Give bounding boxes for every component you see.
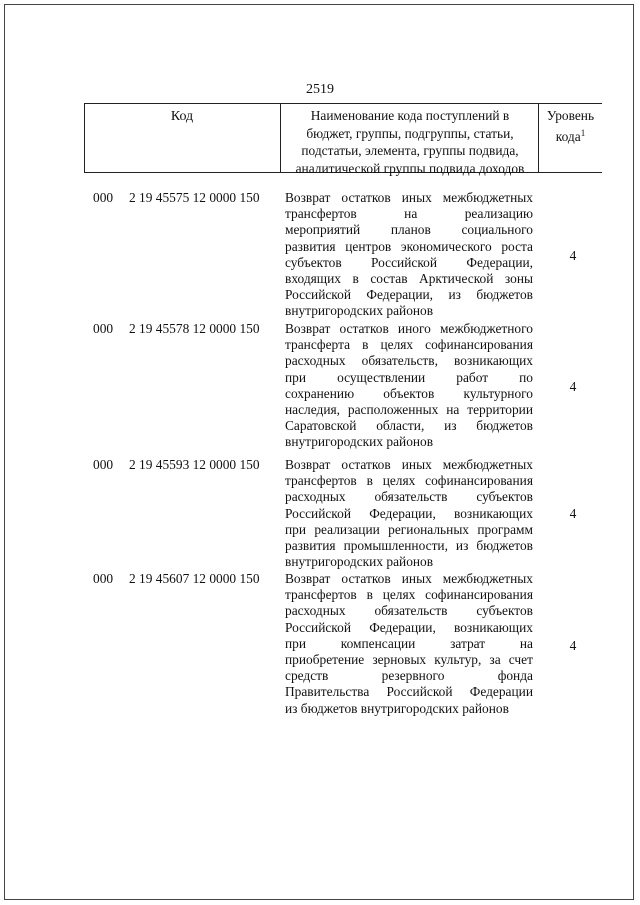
description-word: Федерации, xyxy=(369,505,436,521)
description-word: реализации xyxy=(314,521,380,537)
description-word: Российской xyxy=(285,505,351,521)
description-word: иных xyxy=(401,457,432,472)
description-word: Федерации, xyxy=(366,287,434,303)
description-word: целях xyxy=(382,587,416,603)
description-line xyxy=(285,668,533,684)
description-word: фонда xyxy=(497,668,533,684)
row-income-code: 2 19 45607 12 0000 150 xyxy=(129,571,260,586)
description-line xyxy=(285,222,533,238)
description-word: остатков xyxy=(341,571,391,586)
description-line xyxy=(285,506,533,522)
description-word: экономического xyxy=(400,238,492,254)
description-word: наследия, xyxy=(285,402,340,418)
row-agency-code: 000 xyxy=(93,571,114,586)
description-word: затрат xyxy=(450,635,486,651)
description-line xyxy=(285,255,533,271)
description-word: Возврат xyxy=(285,571,331,586)
description-word: из xyxy=(444,418,457,434)
description-line xyxy=(285,538,533,554)
description-word: культурного xyxy=(463,385,533,401)
description-word: роста xyxy=(501,238,533,254)
row-agency-code: 000 xyxy=(93,321,114,336)
description-line xyxy=(285,620,533,636)
description-word: межбюджетных xyxy=(442,457,533,472)
row-level: 4 xyxy=(569,379,577,394)
description-word: межбюджетного xyxy=(439,321,533,336)
description-word: внутригородских районов xyxy=(285,434,434,450)
description-word: Российской xyxy=(285,619,351,635)
description-word: в xyxy=(362,337,369,353)
description-word: культур, xyxy=(434,652,482,668)
description-word: софинансирования xyxy=(425,473,533,489)
description-word: социального xyxy=(461,222,533,238)
description-word: софинансирования xyxy=(425,337,533,353)
row-income-code: 2 19 45593 12 0000 150 xyxy=(129,457,260,472)
description-line xyxy=(285,603,533,619)
description-word: трансферта xyxy=(285,337,351,353)
description-word: компенсации xyxy=(340,635,416,651)
description-line xyxy=(285,321,533,337)
description-word: Возврат xyxy=(285,321,331,336)
description-line xyxy=(285,190,533,206)
description-line xyxy=(285,684,533,700)
description-word: целях xyxy=(380,337,414,353)
description-word: мероприятий xyxy=(285,222,361,238)
description-line xyxy=(285,701,533,717)
description-word: субъектов xyxy=(476,603,533,619)
description-word: состав xyxy=(370,271,408,287)
description-word: бюджетов xyxy=(476,418,533,434)
description-word: Саратовской xyxy=(285,418,357,434)
description-word: в xyxy=(366,473,373,489)
description-word: бюджетов xyxy=(476,538,533,554)
description-word: по xyxy=(519,369,533,385)
description-word: остатков xyxy=(339,321,389,336)
description-word: сохранению xyxy=(285,385,355,401)
description-line xyxy=(285,303,533,319)
row-level: 4 xyxy=(569,638,577,653)
row-income-code: 2 19 45575 12 0000 150 xyxy=(129,190,260,205)
description-word: центров xyxy=(345,238,392,254)
description-line xyxy=(285,571,533,587)
description-word: зоны xyxy=(504,271,533,287)
description-word: на xyxy=(404,206,418,222)
header-level-line1: Уровень xyxy=(546,108,595,123)
header-level-code: кода xyxy=(555,128,581,144)
description-word: развития xyxy=(285,238,336,254)
description-word: при xyxy=(285,635,307,651)
description-word: Федерации, xyxy=(466,254,533,270)
header-name-line: аналитической группы подвида доходов xyxy=(295,160,525,176)
description-word: обязательств, xyxy=(361,353,438,369)
description-word: Возврат xyxy=(285,190,331,205)
description-word: развития xyxy=(285,538,336,554)
description-line xyxy=(285,239,533,255)
description-line xyxy=(285,652,533,668)
row-description xyxy=(285,457,533,570)
description-word: расходных xyxy=(285,603,346,619)
description-word: объектов xyxy=(383,385,435,401)
description-word: на xyxy=(446,402,460,418)
description-word: Арктической xyxy=(419,271,494,287)
description-word: реализацию xyxy=(464,206,533,222)
description-word: возникающих xyxy=(454,505,533,521)
description-word: Федерации, xyxy=(369,619,436,635)
header-top-rule xyxy=(84,103,602,104)
description-line xyxy=(285,271,533,287)
description-word: средств xyxy=(285,668,329,684)
description-word: Правительства xyxy=(285,684,370,700)
description-word: расположенных xyxy=(347,402,439,418)
description-word: приобретение xyxy=(285,652,365,668)
description-word: при xyxy=(285,521,307,537)
description-word: расходных xyxy=(285,353,346,369)
description-word: иных xyxy=(401,571,432,586)
description-line xyxy=(285,287,533,303)
description-word: области, xyxy=(376,418,425,434)
description-word: в xyxy=(366,587,373,603)
description-word: работ xyxy=(456,369,489,385)
header-name xyxy=(281,107,539,177)
description-word: расходных xyxy=(285,489,346,505)
description-line xyxy=(285,370,533,386)
row-description xyxy=(285,190,533,320)
description-word: Российской xyxy=(371,254,438,270)
description-line xyxy=(285,636,533,652)
description-word: обязательств xyxy=(374,489,448,505)
description-word: программ xyxy=(477,521,533,537)
description-line xyxy=(285,522,533,538)
row-description xyxy=(285,571,533,717)
description-word: межбюджетных xyxy=(442,190,533,205)
row-level: 4 xyxy=(569,506,577,521)
description-word: из xyxy=(448,287,461,303)
description-word: из xyxy=(455,538,469,554)
description-line xyxy=(285,353,533,369)
description-line xyxy=(285,554,533,570)
description-word: зерновых xyxy=(372,652,427,668)
description-word: целях xyxy=(382,473,416,489)
description-word: субъектов xyxy=(285,254,342,270)
header-level-footnote: 1 xyxy=(580,127,586,138)
description-word: бюджетов xyxy=(476,287,533,303)
header-code: Код xyxy=(170,109,194,124)
description-word: входящих xyxy=(285,271,341,287)
description-word: трансфертов xyxy=(285,587,357,603)
row-description xyxy=(285,321,533,451)
description-word: иных xyxy=(401,190,432,205)
description-word: иного xyxy=(397,321,431,336)
description-word: Возврат xyxy=(285,457,331,472)
description-word: территории xyxy=(467,402,533,418)
description-word: Федерации xyxy=(469,684,533,700)
description-word: внутригородских районов xyxy=(285,554,434,570)
description-line xyxy=(285,473,533,489)
description-line xyxy=(285,206,533,222)
description-word: субъектов xyxy=(476,489,533,505)
description-word: резервного xyxy=(381,668,445,684)
description-word: в xyxy=(352,271,359,287)
row-agency-code: 000 xyxy=(93,457,114,472)
description-word: внутригородских районов xyxy=(285,303,434,319)
description-word: региональных xyxy=(388,521,470,537)
description-word: софинансирования xyxy=(425,587,533,603)
description-word: возникающих xyxy=(454,619,533,635)
description-line xyxy=(285,587,533,603)
header-level xyxy=(539,107,602,145)
description-line xyxy=(285,386,533,402)
header-name-line: подстатьи, элемента, группы подвида, xyxy=(301,143,519,158)
header-level-line2 xyxy=(539,125,602,146)
description-word: счет xyxy=(508,652,533,668)
row-level: 4 xyxy=(569,248,577,263)
description-word: возникающих xyxy=(454,353,533,369)
row-agency-code: 000 xyxy=(93,190,114,205)
description-word: трансфертов xyxy=(285,206,357,222)
description-word: Российской xyxy=(386,684,453,700)
description-line xyxy=(285,418,533,434)
row-income-code: 2 19 45578 12 0000 150 xyxy=(129,321,260,336)
description-line xyxy=(285,457,533,473)
page-number: 2519 xyxy=(306,82,334,97)
description-word: межбюджетных xyxy=(442,571,533,586)
description-word: трансфертов xyxy=(285,473,357,489)
description-line xyxy=(285,434,533,450)
description-word: из бюджетов внутригородских районов xyxy=(285,700,509,716)
description-word: за xyxy=(489,652,501,668)
header-name-line: бюджет, группы, подгруппы, статьи, xyxy=(306,125,514,141)
header-name-line: Наименование кода поступлений в xyxy=(310,108,510,123)
description-line xyxy=(285,489,533,505)
description-word: остатков xyxy=(341,190,391,205)
description-word: на xyxy=(519,635,533,651)
description-word: Российской xyxy=(285,287,351,303)
description-line xyxy=(285,337,533,353)
description-word: обязательств xyxy=(374,603,448,619)
description-word: при xyxy=(285,369,307,385)
description-word: остатков xyxy=(341,457,391,472)
description-word: планов xyxy=(390,222,431,238)
description-line xyxy=(285,402,533,418)
description-word: осуществлении xyxy=(337,369,426,385)
description-word: промышленности, xyxy=(343,538,448,554)
